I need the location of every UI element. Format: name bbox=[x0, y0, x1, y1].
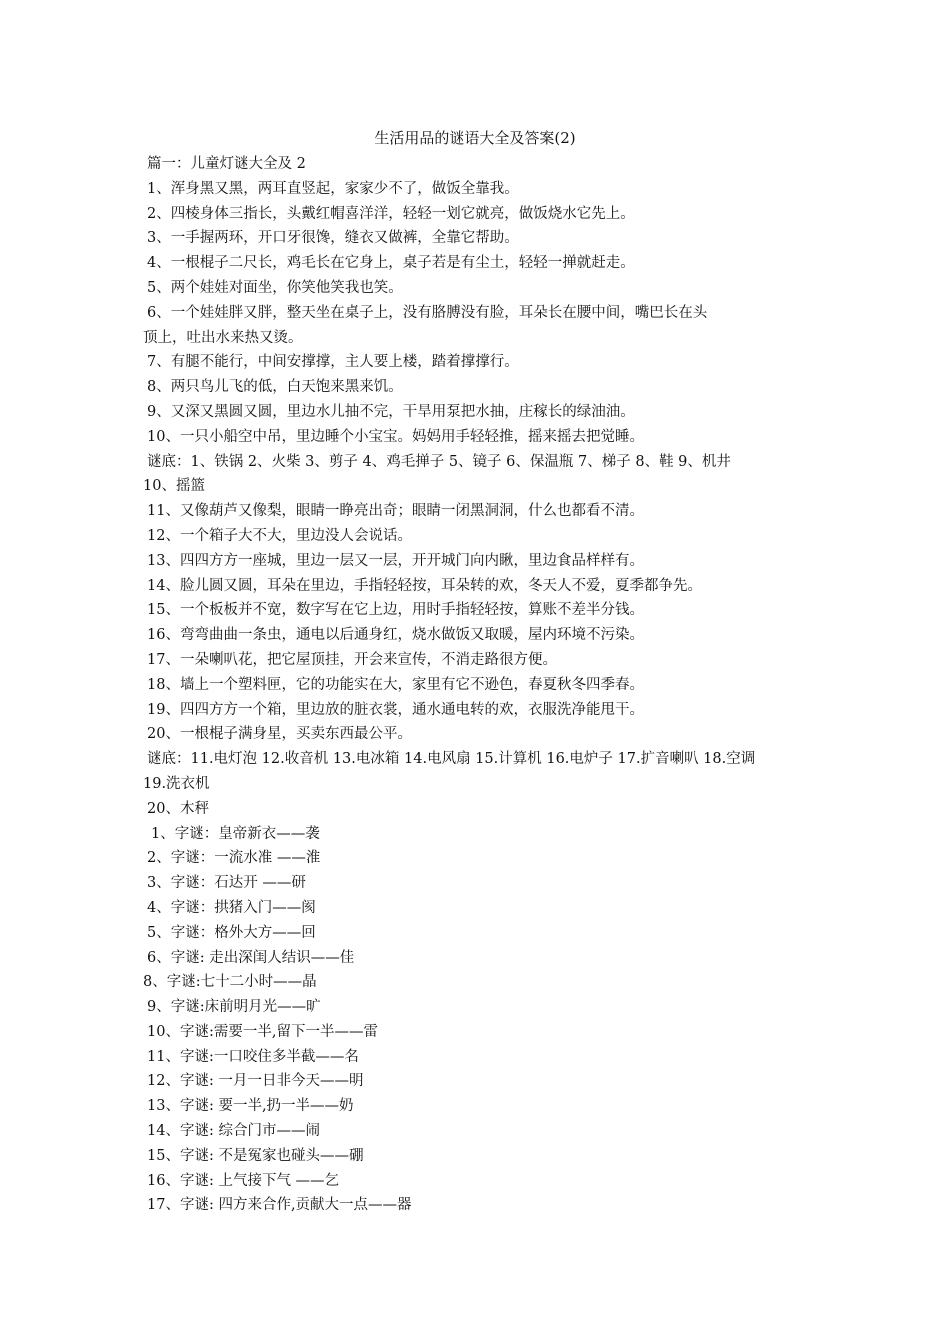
text-line: 19、四四方方一个箱，里边放的脏衣裳，通水通电转的欢，衣服洗净能甩干。 bbox=[147, 701, 644, 718]
text-line: 11、又像葫芦又像梨，眼睛一睁亮出奇；眼睛一闭黑洞洞，什么也都看不清。 bbox=[147, 503, 644, 520]
text-line: 18、墙上一个塑料匣，它的功能实在大，家里有它不逊色，春夏秋冬四季春。 bbox=[147, 676, 644, 693]
text-line: 1、浑身黑又黑，两耳直竖起，家家少不了，做饭全靠我。 bbox=[147, 180, 519, 197]
text-line: 3、字谜：石达开 ——研 bbox=[147, 875, 306, 892]
text-line: 谜底：1、铁锅 2、火柴 3、剪子 4、鸡毛掸子 5、镜子 6、保温瓶 7、梯子 8、鞋 9、机井 bbox=[147, 453, 731, 470]
text-line: 10、一只小船空中吊，里边睡个小宝宝。妈妈用手轻轻推，摇来摇去把觉睡。 bbox=[147, 428, 644, 445]
text-line: 13、字谜: 要一半,扔一半——奶 bbox=[147, 1098, 354, 1115]
text-line: 篇一：儿童灯谜大全及 2 bbox=[147, 156, 306, 172]
text-line: 6、字谜: 走出深闺人结识——佳 bbox=[147, 949, 355, 966]
text-line: 10、字谜:需要一半,留下一半——雷 bbox=[147, 1023, 378, 1040]
text-line: 1、字谜：皇帝新衣——袭 bbox=[151, 825, 320, 842]
text-line: 15、字谜: 不是冤家也碰头——硼 bbox=[147, 1147, 364, 1164]
text-line: 4、一根棍子二尺长，鸡毛长在它身上，桌子若是有尘土，轻轻一掸就赶走。 bbox=[147, 255, 635, 272]
text-line: 5、两个娃娃对面坐，你笑他笑我也笑。 bbox=[147, 279, 403, 296]
text-line: 15、一个板板并不宽，数字写在它上边，用时手指轻轻按，算账不差半分钱。 bbox=[147, 602, 644, 619]
text-line: 20、一根棍子满身星，买卖东西最公平。 bbox=[147, 726, 412, 743]
text-line: 2、四棱身体三指长，头戴红帽喜洋洋，轻轻一划它就亮，做饭烧水它先上。 bbox=[147, 205, 635, 222]
text-line: 13、四四方方一座城，里边一层又一层，开开城门向内瞅，里边食品样样有。 bbox=[147, 552, 644, 569]
text-line: 8、字谜:七十二小时——晶 bbox=[143, 974, 317, 991]
text-line: 10、摇篮 bbox=[143, 478, 205, 495]
text-line: 9、又深又黑圆又圆，里边水儿抽不完，干旱用泵把水抽，庄稼长的绿油油。 bbox=[147, 403, 635, 420]
text-line: 17、一朵喇叭花，把它屋顶挂，开会来宣传，不消走路很方便。 bbox=[147, 651, 557, 668]
text-line: 8、两只鸟儿飞的低，白天饱来黑来饥。 bbox=[147, 379, 403, 396]
text-line: 12、一个箱子大不大，里边没人会说话。 bbox=[147, 527, 412, 544]
text-line: 16、字谜: 上气接下气 ——乞 bbox=[147, 1172, 340, 1189]
text-line: 2、字谜：一流水准 ——淮 bbox=[147, 850, 321, 867]
text-line: 14、脸儿圆又圆，耳朵在里边，手指轻轻按，耳朵转的欢，冬天人不爱，夏季都争先。 bbox=[147, 577, 702, 594]
text-line: 9、字谜:床前明月光——旷 bbox=[147, 999, 321, 1016]
text-line: 7、有腿不能行，中间安撑撑，主人要上楼，踏着撑撑行。 bbox=[147, 354, 519, 371]
text-line: 谜底：11.电灯泡 12.收音机 13.电冰箱 14.电风扇 15.计算机 16.电炉子 17.扩音喇叭 18.空调 bbox=[147, 751, 756, 768]
text-line: 14、字谜: 综合门市——闹 bbox=[147, 1123, 320, 1140]
document-body bbox=[143, 152, 813, 1218]
text-line: 顶上，吐出水来热又烫。 bbox=[143, 329, 303, 346]
text-line: 6、一个娃娃胖又胖，整天坐在桌子上，没有胳膊没有脸，耳朵长在腰中间，嘴巴长在头 bbox=[147, 304, 708, 321]
text-line: 4、字谜：拱猪入门——阂 bbox=[147, 899, 316, 916]
text-line: 11、字谜:一口咬住多半截——名 bbox=[147, 1048, 359, 1065]
document-title: 生活用品的谜语大全及答案(2) bbox=[374, 129, 576, 147]
text-line: 19.洗衣机 bbox=[143, 775, 210, 792]
text-line: 16、弯弯曲曲一条虫，通电以后通身红，烧水做饭又取暖，屋内环境不污染。 bbox=[147, 627, 644, 644]
text-line: 17、字谜: 四方来合作,贡献大一点——器 bbox=[147, 1197, 412, 1214]
text-line: 12、字谜: 一月一日非今天——明 bbox=[147, 1073, 364, 1090]
text-line: 3、一手握两环，开口牙很馋，缝衣又做裤，全靠它帮助。 bbox=[147, 230, 519, 247]
text-line: 20、木秤 bbox=[147, 800, 209, 817]
text-line: 5、字谜：格外大方——回 bbox=[147, 924, 316, 941]
